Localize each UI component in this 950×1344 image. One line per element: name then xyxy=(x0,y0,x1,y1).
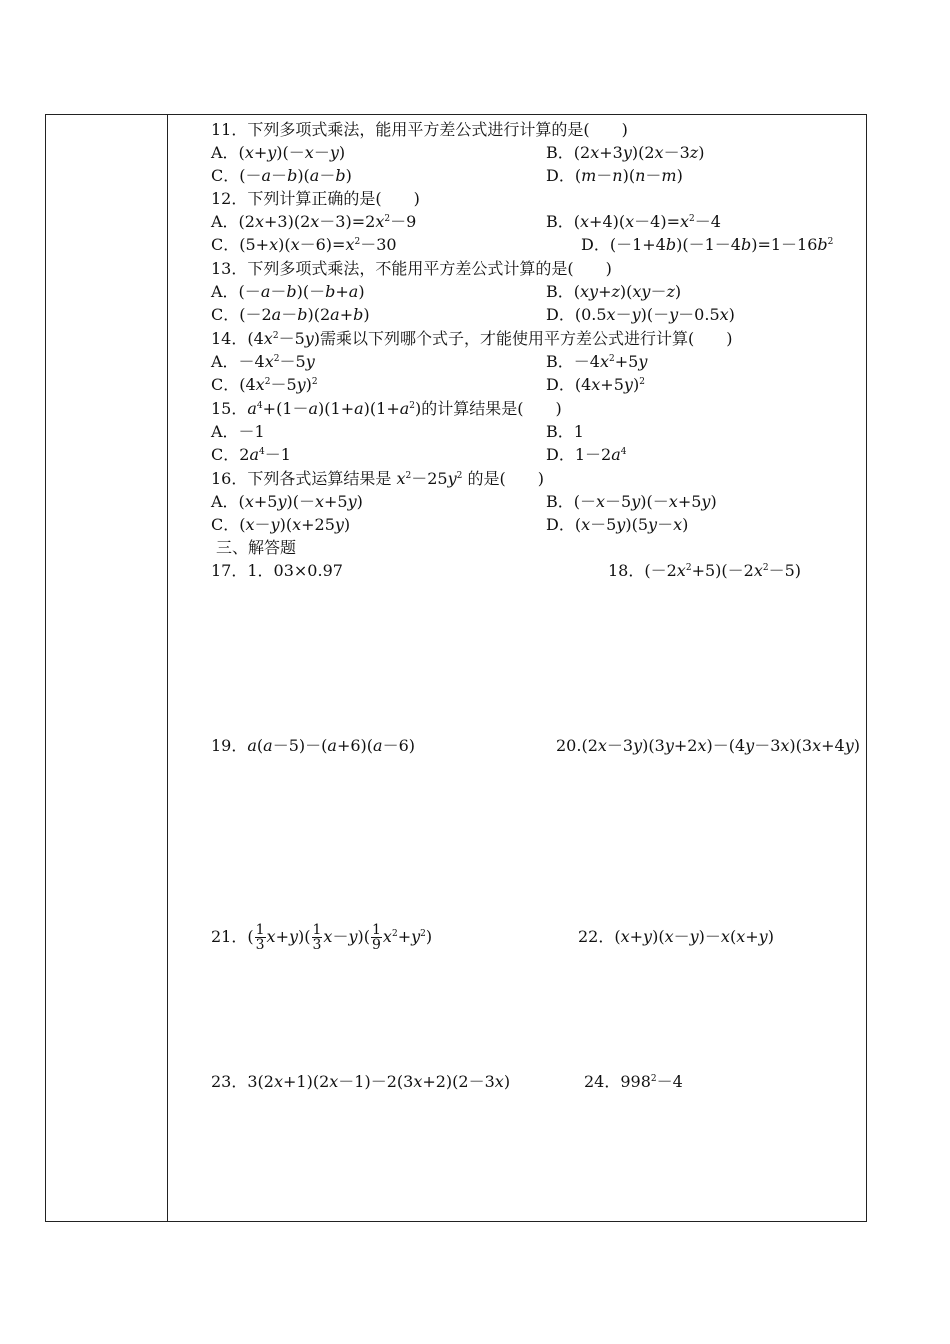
q16-option-d: D．(x－5y)(5y－x) xyxy=(546,515,689,534)
column-divider xyxy=(167,115,168,1221)
q13-option-d: D．(0.5x－y)(－y－0.5x) xyxy=(546,305,735,324)
q15-stem: 15．$a^4+(1-a)(1+a)(1+a^2)$的计算结果是( ) xyxy=(211,399,562,418)
q14-stem: 14．$(4x^2-5y)$需乘以下列哪个式子，才能使用平方差公式进行计算( ) xyxy=(211,329,733,348)
worksheet-table xyxy=(45,114,867,1222)
q15-option-b: B．1 xyxy=(546,422,584,441)
q11-option-d: D．(m－n)(n－m) xyxy=(546,166,683,185)
q11-option-a: A．(x+y)(－x－y) xyxy=(211,143,346,162)
q12-option-d: D．$(-1+4b)(-1-4b)=1-16b^2$ xyxy=(581,235,834,254)
q16-option-a: A．(x+5y)(－x+5y) xyxy=(211,492,363,511)
q16-stem: 16．下列各式运算结果是 $x^2-25y^2$ 的是( ) xyxy=(211,469,544,488)
problem-21: 21．( $\frac{1}{3}$ x+y)( $\frac{1}{3}$ x－y)( $\frac{1}{9}$ $x^2+y^2$) xyxy=(211,922,433,953)
q13-option-c: C．(－2a－b)(2a+b) xyxy=(211,305,370,324)
problem-24: 24．$998^2-4$ xyxy=(584,1072,683,1091)
q16-option-b: B．(－x－5y)(－x+5y) xyxy=(546,492,717,511)
q14-option-d: D．$(4x+5y)^2$ xyxy=(546,375,645,394)
q12-option-a: A．$(2x+3)(2x-3)=2x^2-9$ xyxy=(211,212,417,231)
problem-23: 23．3(2x+1)(2x－1)－2(3x+2)(2－3x) xyxy=(211,1072,511,1091)
problem-17: 17．1．03×0.97 xyxy=(211,561,343,580)
problem-19: 19．a(a－5)－(a+6)(a－6) xyxy=(211,736,415,755)
q14-option-b: B．$-4x^2+5y$ xyxy=(546,352,648,371)
q13-option-b: B．(xy+z)(xy－z) xyxy=(546,282,682,301)
section-heading: 三、解答题 xyxy=(216,538,297,557)
q15-option-c: C．$2a^4-1$ xyxy=(211,445,291,464)
q11-option-c: C．(－a－b)(a－b) xyxy=(211,166,352,185)
q14-option-a: A．$-4x^2-5y$ xyxy=(211,352,315,371)
q12-stem: 12．下列计算正确的是( ) xyxy=(211,189,420,208)
q11-stem: 11．下列多项式乘法，能用平方差公式进行计算的是( ) xyxy=(211,120,628,139)
problem-22: 22．(x+y)(x－y)－x(x+y) xyxy=(578,927,774,946)
q12-option-b: B．$(x+4)(x-4)=x^2-4$ xyxy=(546,212,721,231)
problem-20: 20.(2x－3y)(3y+2x)－(4y－3x)(3x+4y) xyxy=(556,736,861,755)
q11-option-b: B．(2x+3y)(2x－3z) xyxy=(546,143,705,162)
q13-option-a: A．(－a－b)(－b+a) xyxy=(211,282,365,301)
q13-stem: 13．下列多项式乘法，不能用平方差公式计算的是( ) xyxy=(211,259,612,278)
q15-option-d: D．$1-2a^4$ xyxy=(546,445,627,464)
problem-18: 18．$(-2x^2+5)(-2x^2-5)$ xyxy=(608,561,802,580)
q15-option-a: A．－1 xyxy=(211,422,265,441)
q16-option-c: C．(x－y)(x+25y) xyxy=(211,515,351,534)
q12-option-c: C．$(5+x)(x-6)=x^2-30$ xyxy=(211,235,397,254)
q14-option-c: C．$(4x^2-5y)^2$ xyxy=(211,375,318,394)
